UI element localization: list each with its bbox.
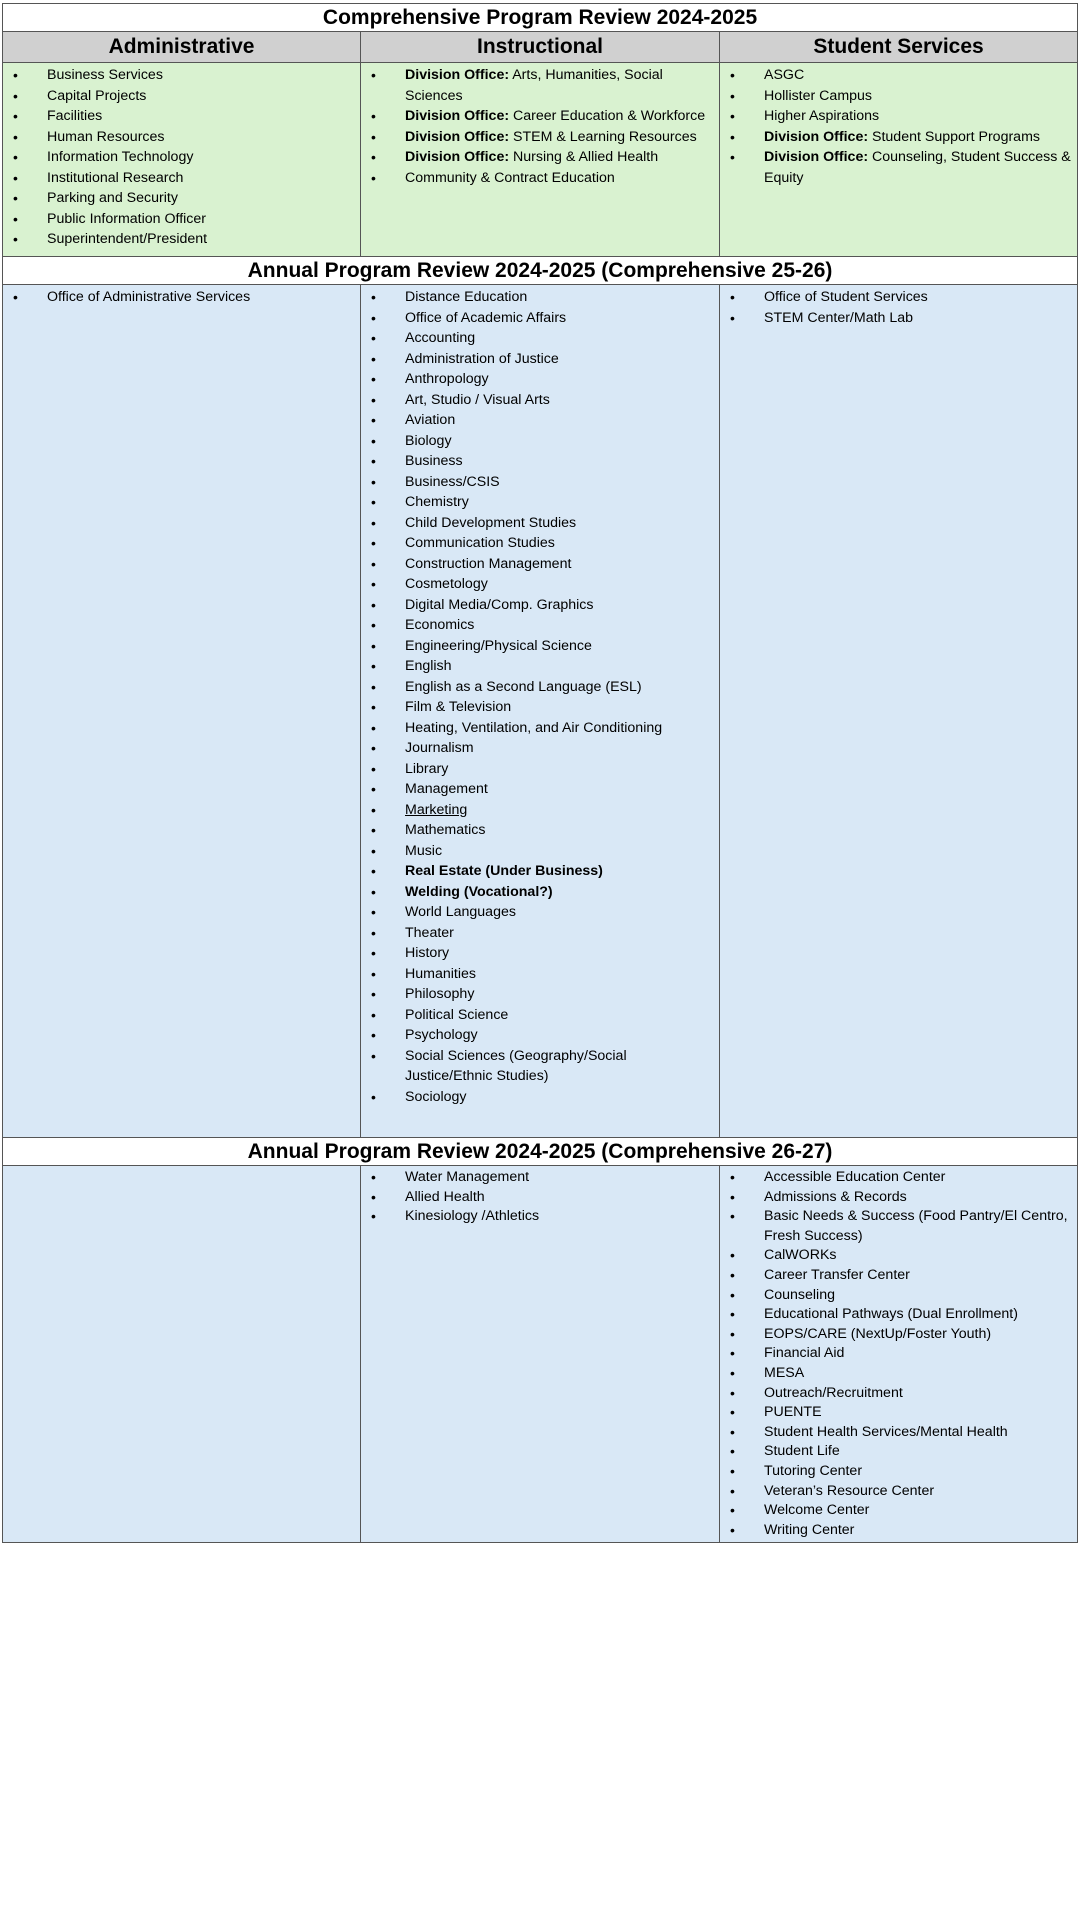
list-item bbox=[361, 1046, 713, 1087]
program-review-table bbox=[2, 3, 1078, 1543]
list-item: • Accessible Education Center bbox=[720, 1168, 1071, 1188]
list-item bbox=[361, 1087, 713, 1108]
item-text: World Languages bbox=[405, 904, 516, 920]
list-item: • Office of Student Services bbox=[720, 287, 1071, 308]
item-text: Film & Television bbox=[405, 699, 512, 715]
item-text: Anthropology bbox=[405, 371, 489, 387]
list-item bbox=[361, 127, 713, 148]
list-item: • Public Information Officer bbox=[3, 209, 354, 230]
list-item: • Human Resources bbox=[3, 127, 354, 148]
list-item bbox=[361, 472, 713, 493]
list-item bbox=[361, 369, 713, 390]
list-item bbox=[361, 533, 713, 554]
list-item: • Student Health Services/Mental Health bbox=[720, 1423, 1071, 1443]
item-text: Art, Studio / Visual Arts bbox=[405, 391, 550, 408]
division-label: Division Office: bbox=[405, 108, 510, 124]
list-item bbox=[361, 902, 713, 923]
s3-instructional-cell bbox=[361, 1166, 720, 1543]
item-text: Journalism bbox=[405, 740, 474, 756]
item-text: Real Estate (Under Business) bbox=[405, 863, 603, 879]
list-item bbox=[720, 106, 1071, 127]
item-text: Community & Contract Education bbox=[405, 169, 615, 186]
list-item bbox=[361, 554, 713, 575]
list-item bbox=[361, 759, 713, 780]
list-item: • Welcome Center bbox=[720, 1501, 1071, 1521]
item-text: Biology bbox=[405, 432, 452, 449]
item-text: Philosophy bbox=[405, 986, 475, 1002]
item-text: Social Sciences (Geography/Social Justice/Ethnic Studies) bbox=[405, 1047, 627, 1084]
s2-student-services-list bbox=[720, 285, 1077, 330]
list-item bbox=[720, 147, 1071, 188]
item-text: Humanities bbox=[405, 965, 476, 982]
item-text: Mathematics bbox=[405, 822, 486, 838]
list-item bbox=[361, 431, 713, 452]
list-item bbox=[361, 147, 713, 168]
item-text: Welding (Vocational?) bbox=[405, 883, 553, 900]
list-item bbox=[361, 287, 713, 308]
s2-student-services-cell bbox=[720, 285, 1078, 1138]
list-item: • Capital Projects bbox=[3, 86, 354, 107]
list-item bbox=[361, 964, 713, 985]
list-item: • PUENTE bbox=[720, 1403, 1071, 1423]
section1-title: Comprehensive Program Review 2024-2025 bbox=[3, 4, 1078, 32]
list-item: • EOPS/CARE (NextUp/Foster Youth) bbox=[720, 1325, 1071, 1345]
section2-title: Annual Program Review 2024-2025 (Comprehensive 25-26) bbox=[3, 257, 1078, 285]
item-text: Communication Studies bbox=[405, 535, 555, 551]
list-item bbox=[361, 513, 713, 534]
header-student-services: Student Services bbox=[720, 32, 1078, 63]
list-item bbox=[361, 841, 713, 862]
s2-instructional-cell bbox=[361, 285, 720, 1138]
list-item bbox=[361, 1025, 713, 1046]
list-item: • Basic Needs & Success (Food Pantry/El Centro, Fresh Success) bbox=[720, 1207, 1071, 1246]
list-item: • Allied Health bbox=[361, 1188, 713, 1208]
s3-student-services-cell bbox=[720, 1166, 1078, 1543]
list-item: • Business Services bbox=[3, 65, 354, 86]
list-item bbox=[361, 390, 713, 411]
list-item bbox=[361, 697, 713, 718]
list-item: • Student Life bbox=[720, 1442, 1071, 1462]
list-item: • Institutional Research bbox=[3, 168, 354, 189]
item-text: Cosmetology bbox=[405, 576, 488, 592]
s1-instructional-list bbox=[361, 63, 719, 190]
list-item: • Water Management bbox=[361, 1168, 713, 1188]
list-item bbox=[361, 861, 713, 882]
list-item bbox=[361, 984, 713, 1005]
list-item bbox=[361, 820, 713, 841]
header-administrative: Administrative bbox=[3, 32, 361, 63]
list-item: • Outreach/Recruitment bbox=[720, 1384, 1071, 1404]
list-item: • Facilities bbox=[3, 106, 354, 127]
s3-administrative-cell bbox=[3, 1166, 361, 1543]
division-label: Division Office: bbox=[405, 149, 510, 165]
item-text: Heating, Ventilation, and Air Conditioning bbox=[405, 719, 663, 736]
item-text: Counseling, Student Success & Equity bbox=[764, 149, 1071, 186]
list-item bbox=[361, 1005, 713, 1026]
list-item: • Writing Center bbox=[720, 1521, 1071, 1541]
list-item: • Educational Pathways (Dual Enrollment) bbox=[720, 1305, 1071, 1325]
header-instructional: Instructional bbox=[361, 32, 720, 63]
list-item: • Kinesiology /Athletics bbox=[361, 1207, 713, 1227]
list-item bbox=[720, 127, 1071, 148]
list-item: • Parking and Security bbox=[3, 188, 354, 209]
list-item bbox=[361, 349, 713, 370]
division-label: Division Office: bbox=[405, 67, 510, 83]
list-item: • MESA bbox=[720, 1364, 1071, 1384]
item-text: Nursing & Allied Health bbox=[509, 149, 659, 165]
item-text: Business bbox=[405, 453, 463, 469]
list-item: • Tutoring Center bbox=[720, 1462, 1071, 1482]
list-item: • Office of Administrative Services bbox=[3, 287, 354, 308]
list-item bbox=[361, 738, 713, 759]
item-text: Office of Academic Affairs bbox=[405, 309, 567, 326]
list-item bbox=[361, 882, 713, 903]
list-item: • Admissions & Records bbox=[720, 1188, 1071, 1208]
list-item: • Veteran’s Resource Center bbox=[720, 1482, 1071, 1502]
item-text: Distance Education bbox=[405, 289, 528, 305]
item-text: ASGC bbox=[764, 67, 805, 83]
list-item bbox=[361, 779, 713, 800]
list-item bbox=[361, 106, 713, 127]
s1-student-services-list bbox=[720, 63, 1077, 190]
item-text: Theater bbox=[405, 924, 454, 941]
list-item bbox=[361, 574, 713, 595]
item-text: Music bbox=[405, 842, 443, 859]
list-item bbox=[361, 800, 713, 821]
list-item bbox=[361, 656, 713, 677]
s1-administrative-cell bbox=[3, 63, 361, 257]
s3-administrative-list bbox=[3, 1166, 360, 1170]
s1-instructional-cell bbox=[361, 63, 720, 257]
item-text: Digital Media/Comp. Graphics bbox=[405, 596, 594, 613]
division-label: Division Office: bbox=[405, 128, 510, 145]
item-text: Accounting bbox=[405, 330, 476, 346]
list-item bbox=[361, 943, 713, 964]
s3-student-services-list bbox=[720, 1166, 1077, 1542]
division-label: Division Office: bbox=[764, 128, 869, 145]
s2-administrative-cell bbox=[3, 285, 361, 1138]
item-text: Sociology bbox=[405, 1088, 467, 1105]
item-text: History bbox=[405, 945, 450, 961]
item-text: Library bbox=[405, 760, 449, 777]
item-text: Management bbox=[405, 781, 488, 797]
list-item bbox=[361, 410, 713, 431]
item-text: Administration of Justice bbox=[405, 350, 559, 367]
item-text: Aviation bbox=[405, 412, 456, 428]
list-item: • Career Transfer Center bbox=[720, 1266, 1071, 1286]
section3-title: Annual Program Review 2024-2025 (Comprehensive 26-27) bbox=[3, 1138, 1078, 1166]
item-text: Economics bbox=[405, 617, 475, 633]
s3-instructional-list bbox=[361, 1166, 719, 1229]
item-text: Career Education & Workforce bbox=[509, 108, 706, 124]
item-text: Chemistry bbox=[405, 494, 469, 510]
s2-administrative-list bbox=[3, 285, 360, 310]
list-item: • Information Technology bbox=[3, 147, 354, 168]
list-item bbox=[361, 677, 713, 698]
item-text: Marketing bbox=[405, 801, 468, 818]
item-text: Psychology bbox=[405, 1027, 478, 1043]
item-text: Political Science bbox=[405, 1006, 509, 1023]
list-item bbox=[361, 595, 713, 616]
item-text: Engineering/Physical Science bbox=[405, 637, 592, 654]
list-item: • CalWORKs bbox=[720, 1246, 1071, 1266]
list-item: • Superintendent/President bbox=[3, 229, 354, 250]
list-item bbox=[720, 65, 1071, 86]
list-item bbox=[361, 615, 713, 636]
division-label: Division Office: bbox=[764, 149, 869, 165]
list-item bbox=[361, 451, 713, 472]
list-item: • STEM Center/Math Lab bbox=[720, 308, 1071, 329]
s1-student-services-cell bbox=[720, 63, 1078, 257]
s1-administrative-list bbox=[3, 63, 360, 252]
list-item bbox=[361, 718, 713, 739]
list-item: • Counseling bbox=[720, 1286, 1071, 1306]
item-text: Arts, Humanities, Social Sciences bbox=[405, 67, 663, 104]
program-review-document bbox=[2, 3, 1077, 1543]
list-item bbox=[361, 492, 713, 513]
list-item bbox=[361, 923, 713, 944]
list-item bbox=[361, 328, 713, 349]
item-text: Business/CSIS bbox=[405, 473, 500, 490]
list-item bbox=[720, 86, 1071, 107]
item-text: Higher Aspirations bbox=[764, 108, 880, 124]
item-text: Hollister Campus bbox=[764, 87, 873, 104]
list-item bbox=[361, 308, 713, 329]
item-text: English bbox=[405, 658, 452, 674]
list-item: • Financial Aid bbox=[720, 1344, 1071, 1364]
s2-instructional-list bbox=[361, 285, 719, 1109]
item-text: Student Support Programs bbox=[868, 128, 1040, 145]
item-text: English as a Second Language (ESL) bbox=[405, 678, 642, 695]
item-text: Child Development Studies bbox=[405, 514, 577, 531]
item-text: STEM & Learning Resources bbox=[509, 128, 697, 145]
list-item bbox=[361, 168, 713, 189]
list-item bbox=[361, 65, 713, 106]
item-text: Construction Management bbox=[405, 555, 572, 572]
list-item bbox=[361, 636, 713, 657]
